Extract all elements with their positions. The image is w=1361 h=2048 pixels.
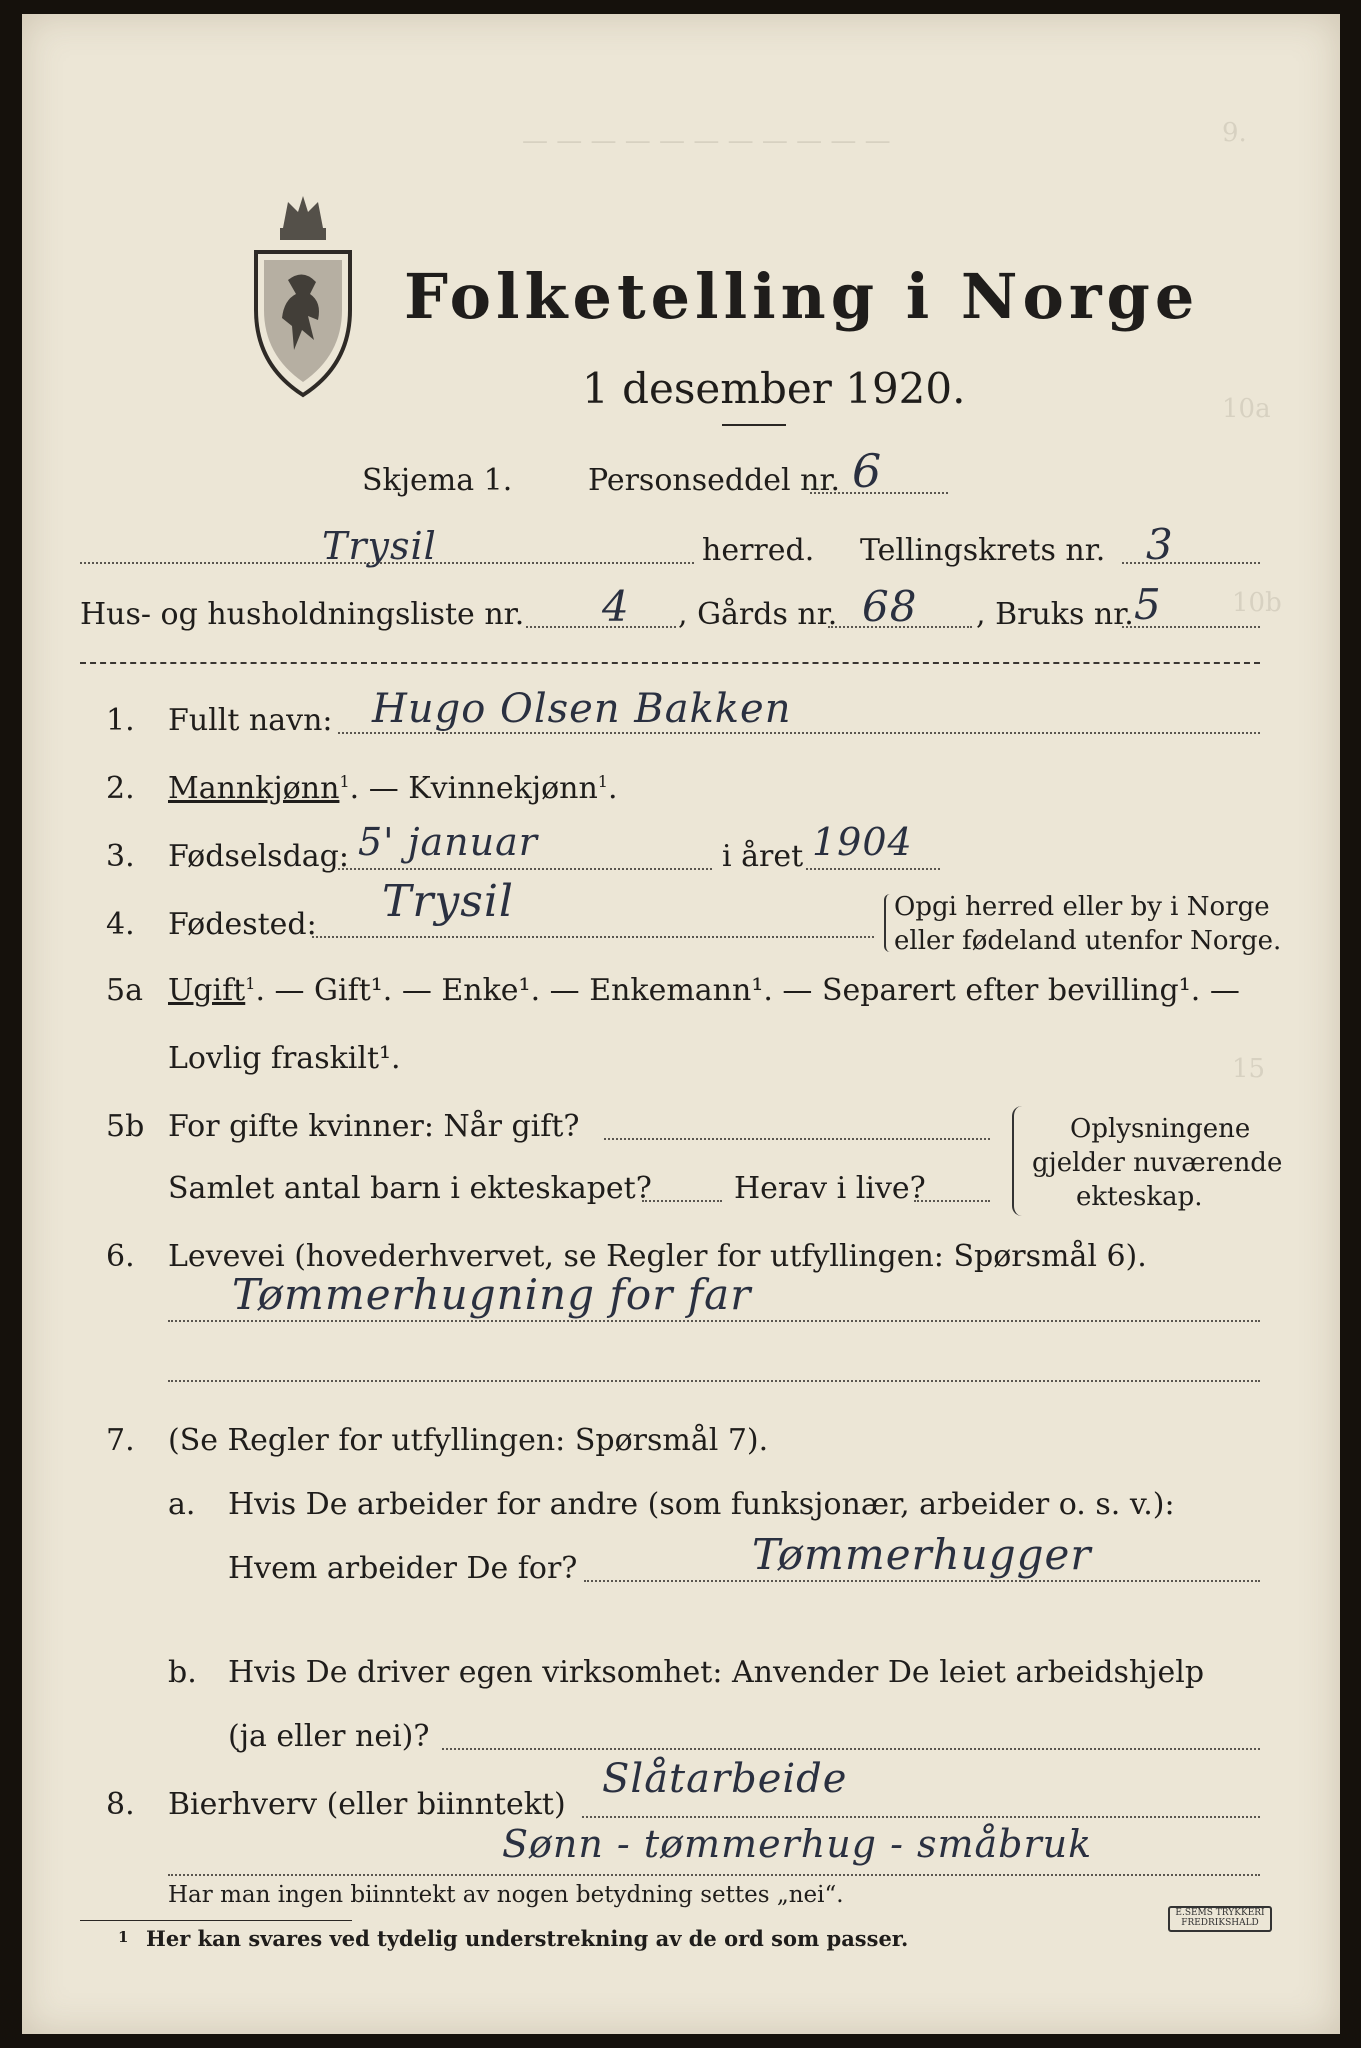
husholdningsliste-value: 4 (602, 582, 630, 631)
husholdningsliste-field[interactable] (526, 626, 676, 628)
sex-male-option[interactable]: Mannkjønn (168, 771, 340, 806)
occupation-field-line2[interactable] (168, 1380, 1260, 1382)
married-date-field[interactable] (604, 1138, 990, 1140)
q3-label: Fødselsdag: (168, 839, 349, 874)
gards-value: 68 (862, 582, 918, 631)
q7-label: (Se Regler for utfyllingen: Spørsmål 7). (168, 1423, 769, 1458)
q7b-text: Hvis De driver egen virksomhet: Anvender De leiet arbeidshjelp (228, 1655, 1205, 1690)
personseddel-label: Personseddel nr. (588, 463, 841, 498)
marriage-note-line1: Oplysningene (1070, 1114, 1251, 1144)
q2-number: 2. (106, 771, 135, 806)
title-divider (722, 424, 786, 426)
q7-number: 7. (106, 1423, 135, 1458)
side-income-field[interactable] (582, 1816, 1260, 1818)
census-form-page: — — — — — — — — — — — 9. 10a 10b 15 Folketelling i Norge 1 desember 1920. Skjema 1. Personseddel nr. 6 Trysil herred. Tellingskrets nr. 3 Hus- og husholdningsliste nr. 4 , Gårds nr. 68 , Bruks nr. 5 1. Fullt navn: Hugo Olsen Bakken 2. Mannkjønn$^1$. — Kvinnekjønn$^1$. 3. Fødselsdag: 5' januar i året 1904 4. Fødested: Trysil Opgi herred eller by i Norge eller fødeland utenfor Norge. 5a Ugift$^1$. — Gift¹. — Enke¹. — Enkemann¹. — Separert efter bevilling¹. — Lovlig fraskilt¹. 5b For gifte kvinner: Når gift? Samlet antal barn i ekteskapet? Herav i live? Oplysningene gjelder nuværende ekteskap. 6. Levevei (hovederhvervet, se Regler for utfyllingen: Spørsmål 6). Tømmerhugning for far 7. (Se Regler for utfyllingen: Spørsmål 7). a. Hvis De arbeider for andre (som funksjonær, arbeider o. s. v.): Hvem arbeider De for? Tømmerhugger b. Hvis De driver egen virksomhet: Anvender De leiet arbeidshjelp (ja eller nei)? 8. Bierhverv (eller biinntekt) Slåtarbeide Sønn - tømmerhug - småbruk Har man ingen biinntekt av nogen betydning settes „nei“. 1 Her kan svares ved tydelig understrekning av de ord som passer. E.SEMS TRYKKERI FREDRIKSHALD (22, 14, 1340, 2034)
birth-year-value: 1904 (812, 820, 913, 864)
birth-year-label: i året (722, 839, 804, 874)
side-income-value-line2: Sønn - tømmerhug - småbruk (502, 1822, 1093, 1866)
marital-fraskilt-option[interactable]: Lovlig fraskilt¹. (168, 1041, 401, 1076)
side-income-value-line1: Slåtarbeide (602, 1756, 848, 1802)
bruks-label: , Bruks nr. (976, 597, 1134, 632)
birthplace-field[interactable] (312, 936, 874, 938)
q7a-letter: a. (168, 1487, 196, 1522)
q5a-marital-line: Ugift$^1$. — Gift¹. — Enke¹. — Enkemann¹. — Separert efter bevilling¹. — (168, 973, 1240, 1008)
hired-help-field[interactable] (442, 1748, 1260, 1750)
q5b-number: 5b (106, 1109, 145, 1144)
full-name-value: Hugo Olsen Bakken (372, 686, 792, 732)
q1-label: Fullt navn: (168, 703, 333, 738)
husholdningsliste-label: Hus- og husholdningsliste nr. (80, 597, 525, 632)
q5b-children-label: Samlet antal barn i ekteskapet? (168, 1171, 652, 1206)
form-title: Folketelling i Norge (404, 260, 1200, 333)
birthday-field[interactable] (338, 868, 712, 870)
side-income-note: Har man ingen biinntekt av nogen betydning settes „nei“. (168, 1882, 844, 1908)
q8-number: 8. (106, 1787, 135, 1822)
herred-value: Trysil (322, 524, 437, 568)
q7b-letter: b. (168, 1655, 197, 1690)
q8-label: Bierhverv (eller biinntekt) (168, 1787, 566, 1822)
q5b-label: For gifte kvinner: Når gift? (168, 1109, 580, 1144)
birthplace-note-line2: eller fødeland utenfor Norge. (894, 926, 1282, 956)
occupation-field[interactable] (168, 1320, 1260, 1322)
census-date: 1 desember 1920. (582, 364, 966, 413)
schema-label: Skjema 1. (362, 463, 513, 498)
employer-value: Tømmerhugger (752, 1530, 1092, 1579)
footnote-rule (80, 1920, 352, 1921)
footnote-mark: 1 (118, 1928, 129, 1946)
birth-year-field[interactable] (806, 868, 940, 870)
q3-number: 3. (106, 839, 135, 874)
tellingskrets-label: Tellingskrets nr. (860, 533, 1106, 568)
footnote-text: Her kan svares ved tydelig understrekning av de ord som passer. (146, 1926, 909, 1951)
q5b-alive-label: Herav i live? (734, 1171, 926, 1206)
q2-sex-line: Mannkjønn$^1$. — Kvinnekjønn$^1$. (168, 771, 618, 806)
side-income-field-line2[interactable] (168, 1874, 1260, 1876)
personseddel-value: 6 (852, 444, 883, 498)
gards-label: , Gårds nr. (678, 597, 838, 632)
full-name-field[interactable] (338, 732, 1260, 734)
q7a-text: Hvis De arbeider for andre (som funksjonær, arbeider o. s. v.): (228, 1487, 1175, 1522)
tellingskrets-field[interactable] (1122, 562, 1260, 564)
norwegian-coat-of-arms-logo (248, 190, 358, 400)
sex-female-option[interactable]: Kvinnekjønn (408, 771, 598, 806)
printer-mark-stamp (1168, 1906, 1272, 1932)
children-alive-field[interactable] (914, 1200, 990, 1202)
marital-ugift-option[interactable]: Ugift (168, 973, 246, 1008)
q5a-number: 5a (106, 973, 143, 1008)
birthday-value: 5' januar (358, 820, 538, 864)
q2-separator: . — (349, 771, 399, 806)
marriage-note-line2: gjelder nuværende (1032, 1148, 1283, 1178)
herred-label: herred. (702, 533, 815, 568)
marriage-note-brace (1012, 1106, 1024, 1216)
q6-number: 6. (106, 1239, 135, 1274)
marriage-note-line3: ekteskap. (1076, 1182, 1203, 1212)
q7b-question: (ja eller nei)? (228, 1719, 430, 1754)
q7a-question: Hvem arbeider De for? (228, 1551, 578, 1586)
occupation-value: Tømmerhugning for far (232, 1270, 752, 1319)
q1-number: 1. (106, 703, 135, 738)
printer-mark-text: E.SEMS TRYKKERI FREDRIKSHALD (1175, 1908, 1265, 1928)
birthplace-value: Trysil (382, 876, 514, 927)
q4-label: Fødested: (168, 907, 317, 942)
header-separator (80, 662, 1260, 664)
birthplace-note-line1: Opgi herred eller by i Norge (894, 892, 1270, 922)
marital-other-options[interactable]: . — Gift¹. — Enke¹. — Enkemann¹. — Separert efter bevilling¹. — (255, 973, 1240, 1008)
children-count-field[interactable] (642, 1200, 722, 1202)
employer-field[interactable] (584, 1580, 1260, 1582)
bruks-value: 5 (1134, 580, 1162, 629)
tellingskrets-value: 3 (1146, 520, 1174, 569)
q4-number: 4. (106, 907, 135, 942)
birthplace-note-brace (884, 894, 894, 952)
q6-label: Levevei (hovederhvervet, se Regler for utfyllingen: Spørsmål 6). (168, 1239, 1147, 1274)
